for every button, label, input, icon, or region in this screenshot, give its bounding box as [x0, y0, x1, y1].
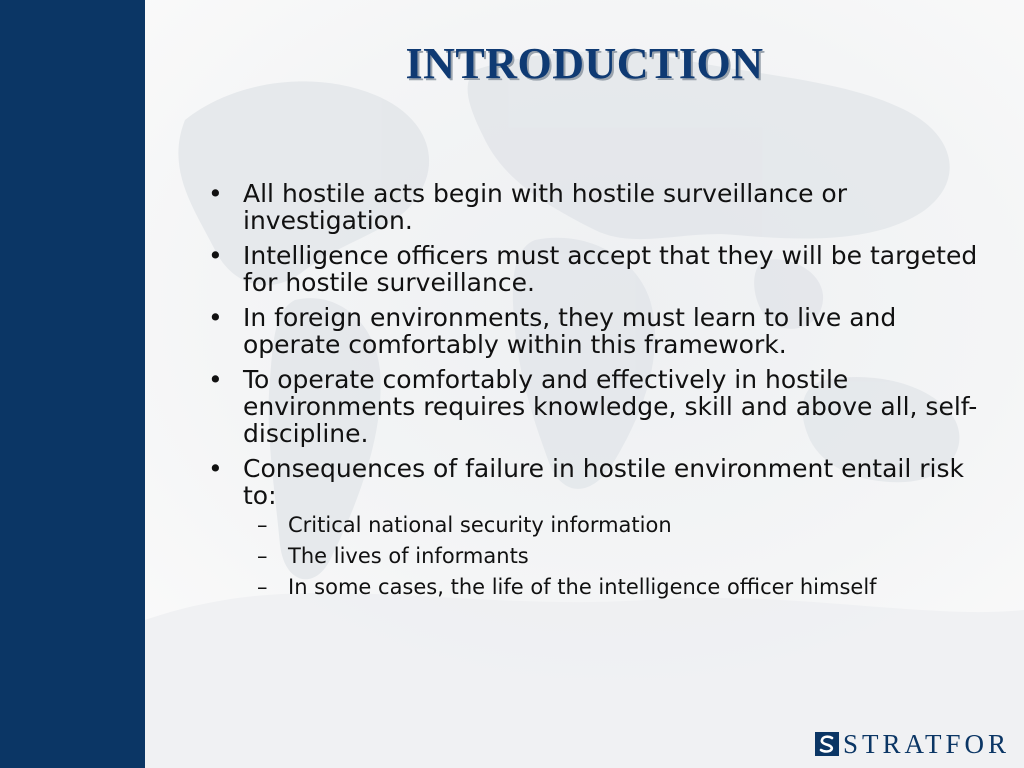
dash-glyph: –	[257, 544, 268, 568]
bullet-text: Consequences of failure in hostile environment entail risk to:	[243, 454, 964, 510]
bullet-item	[205, 304, 995, 358]
left-sidebar-band	[0, 0, 145, 768]
sub-bullet-text: Critical national security information	[288, 513, 672, 537]
sub-bullet-item	[243, 545, 995, 568]
bullet-list	[205, 180, 995, 599]
bullet-text: Intelligence officers must accept that they will be targeted for hostile surveillance.	[243, 241, 978, 297]
sub-bullet-item	[243, 514, 995, 537]
stratfor-logo	[815, 730, 1010, 758]
bullet-text: All hostile acts begin with hostile surveillance or investigation.	[243, 179, 847, 235]
slide-title: INTRODUCTION	[405, 39, 764, 88]
sub-bullet-text: In some cases, the life of the intelligence officer himself	[288, 575, 877, 599]
bullet-glyph: •	[208, 241, 223, 270]
bullet-content	[205, 180, 995, 607]
stratfor-s-logo-icon	[815, 732, 839, 756]
bullet-item	[205, 180, 995, 234]
sub-bullet-list	[243, 514, 995, 599]
sub-bullet-item	[243, 576, 995, 599]
bullet-item	[205, 242, 995, 296]
stratfor-logo-text: STRATFOR	[842, 729, 1010, 759]
bullet-glyph: •	[208, 365, 223, 394]
bullet-text: To operate comfortably and effectively in hostile environments requires knowledge, skill and above all, self-discipline.	[243, 365, 978, 448]
bullet-glyph: •	[208, 179, 223, 208]
dash-glyph: –	[257, 513, 268, 537]
bullet-glyph: •	[208, 454, 223, 483]
sub-bullet-text: The lives of informants	[288, 544, 529, 568]
bullet-glyph: •	[208, 303, 223, 332]
bullet-item	[205, 455, 995, 599]
dash-glyph: –	[257, 575, 268, 599]
bullet-text: In foreign environments, they must learn to live and operate comfortably within this framework.	[243, 303, 897, 359]
bullet-item	[205, 366, 995, 447]
